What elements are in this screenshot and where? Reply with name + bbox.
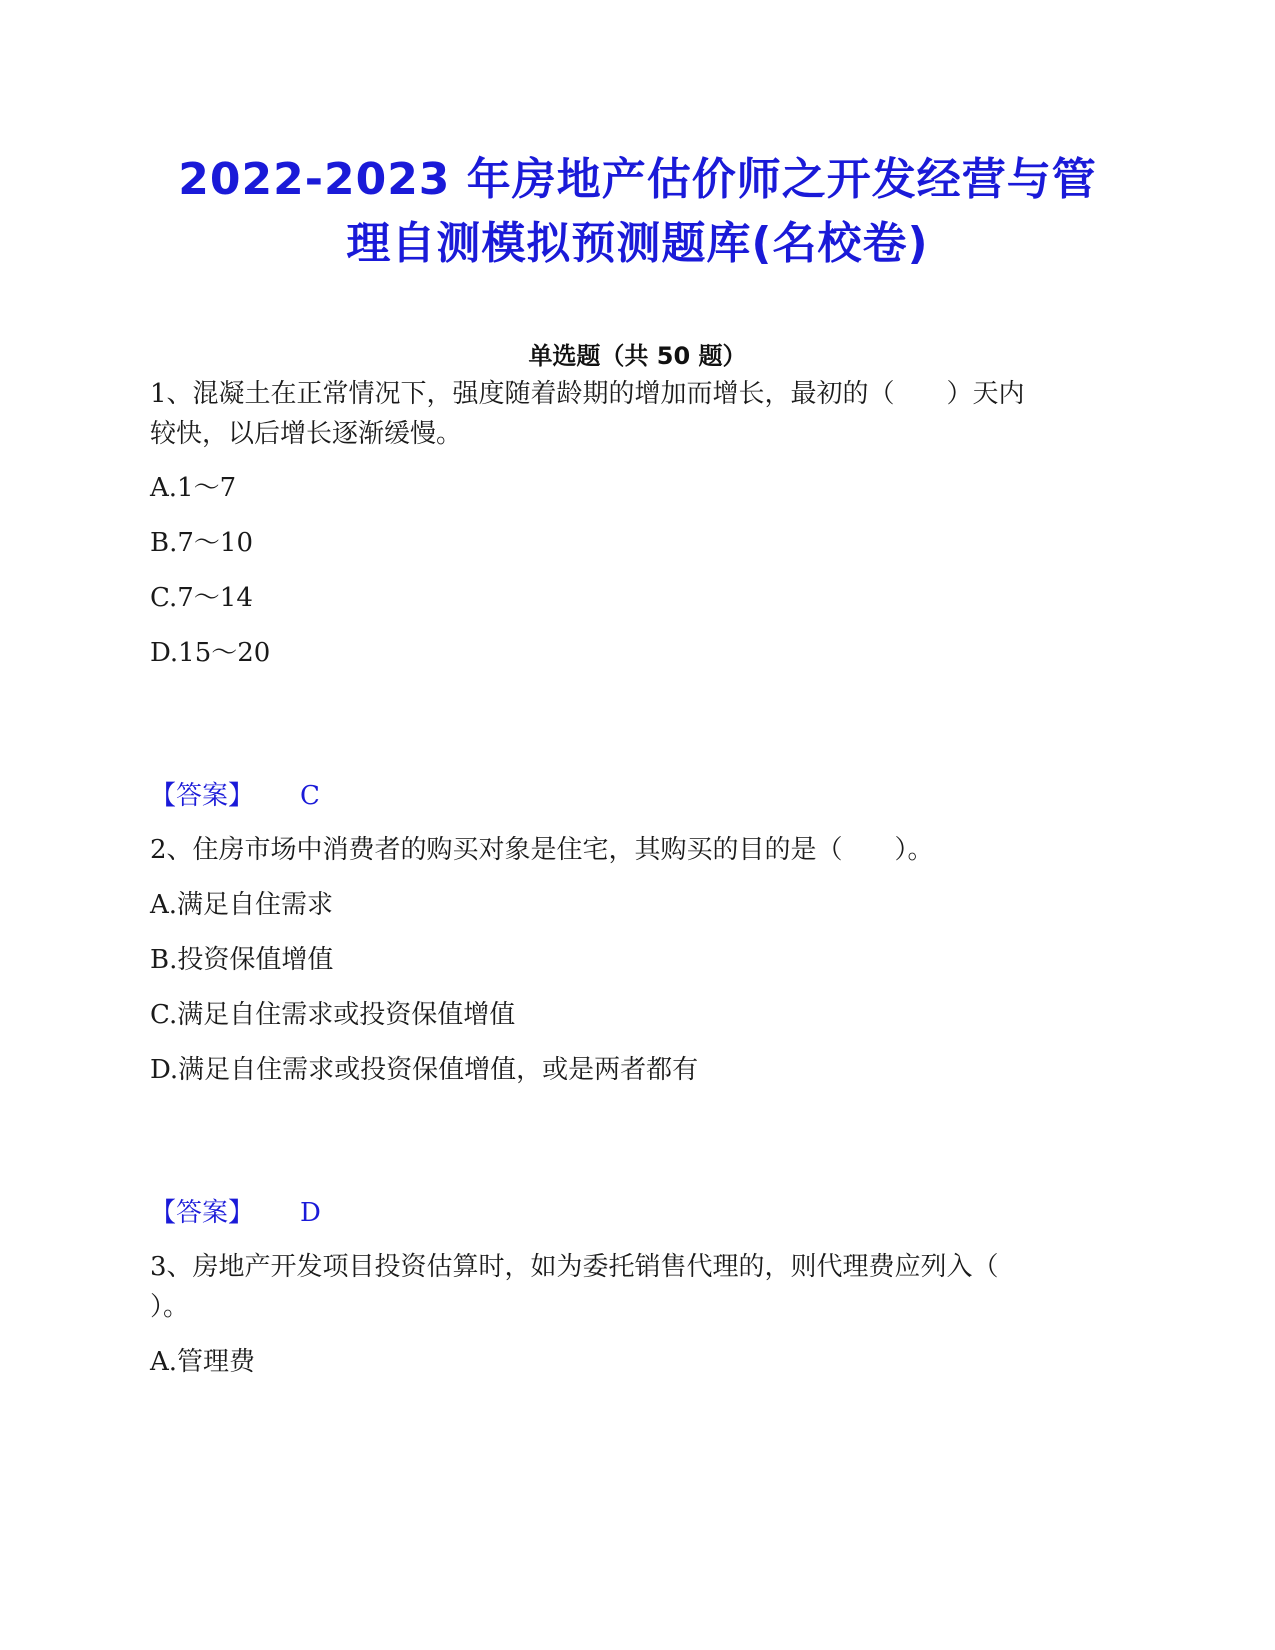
- section-title: 单选题（共 50 题）: [528, 342, 747, 370]
- question-1-option-b: B.7～10: [150, 528, 253, 558]
- question-1-option-c: C.7～14: [150, 583, 253, 613]
- answer-label: 【答案】: [150, 781, 255, 811]
- title-line-2: 理自测模拟预测题库(名校卷): [346, 218, 929, 269]
- title-line-1: 2022-2023 年房地产估价师之开发经营与管: [178, 154, 1097, 205]
- question-2-stem-line-1: 2、住房市场中消费者的购买对象是住宅，其购买的目的是（ ）。: [150, 835, 934, 865]
- question-3-stem-line-1: 3、房地产开发项目投资估算时，如为委托销售代理的，则代理费应列入（: [150, 1252, 999, 1282]
- answer-label: 【答案】: [150, 1198, 255, 1228]
- question-2-option-b: B.投资保值增值: [150, 945, 334, 975]
- answer-value: C: [300, 781, 320, 811]
- document-title: [100, 148, 1175, 276]
- question-1-option-d: D.15～20: [150, 638, 271, 668]
- answer-value: D: [300, 1198, 321, 1228]
- question-1-answer: [150, 776, 320, 816]
- question-2-option-d: D.满足自住需求或投资保值增值，或是两者都有: [150, 1055, 699, 1085]
- question-2-answer: [150, 1193, 321, 1233]
- question-1-stem-line-2: 较快，以后增长逐渐缓慢。: [150, 419, 463, 449]
- question-1-stem-line-1: 1、混凝土在正常情况下，强度随着龄期的增加而增长，最初的（ ）天内: [150, 379, 1025, 409]
- question-3-option-a: A.管理费: [150, 1347, 256, 1377]
- question-2-option-a: A.满足自住需求: [150, 890, 334, 920]
- question-1-option-a: A.1～7: [150, 473, 237, 503]
- question-3-stem-line-2: ）。: [150, 1292, 190, 1322]
- question-2-option-c: C.满足自住需求或投资保值增值: [150, 1000, 516, 1030]
